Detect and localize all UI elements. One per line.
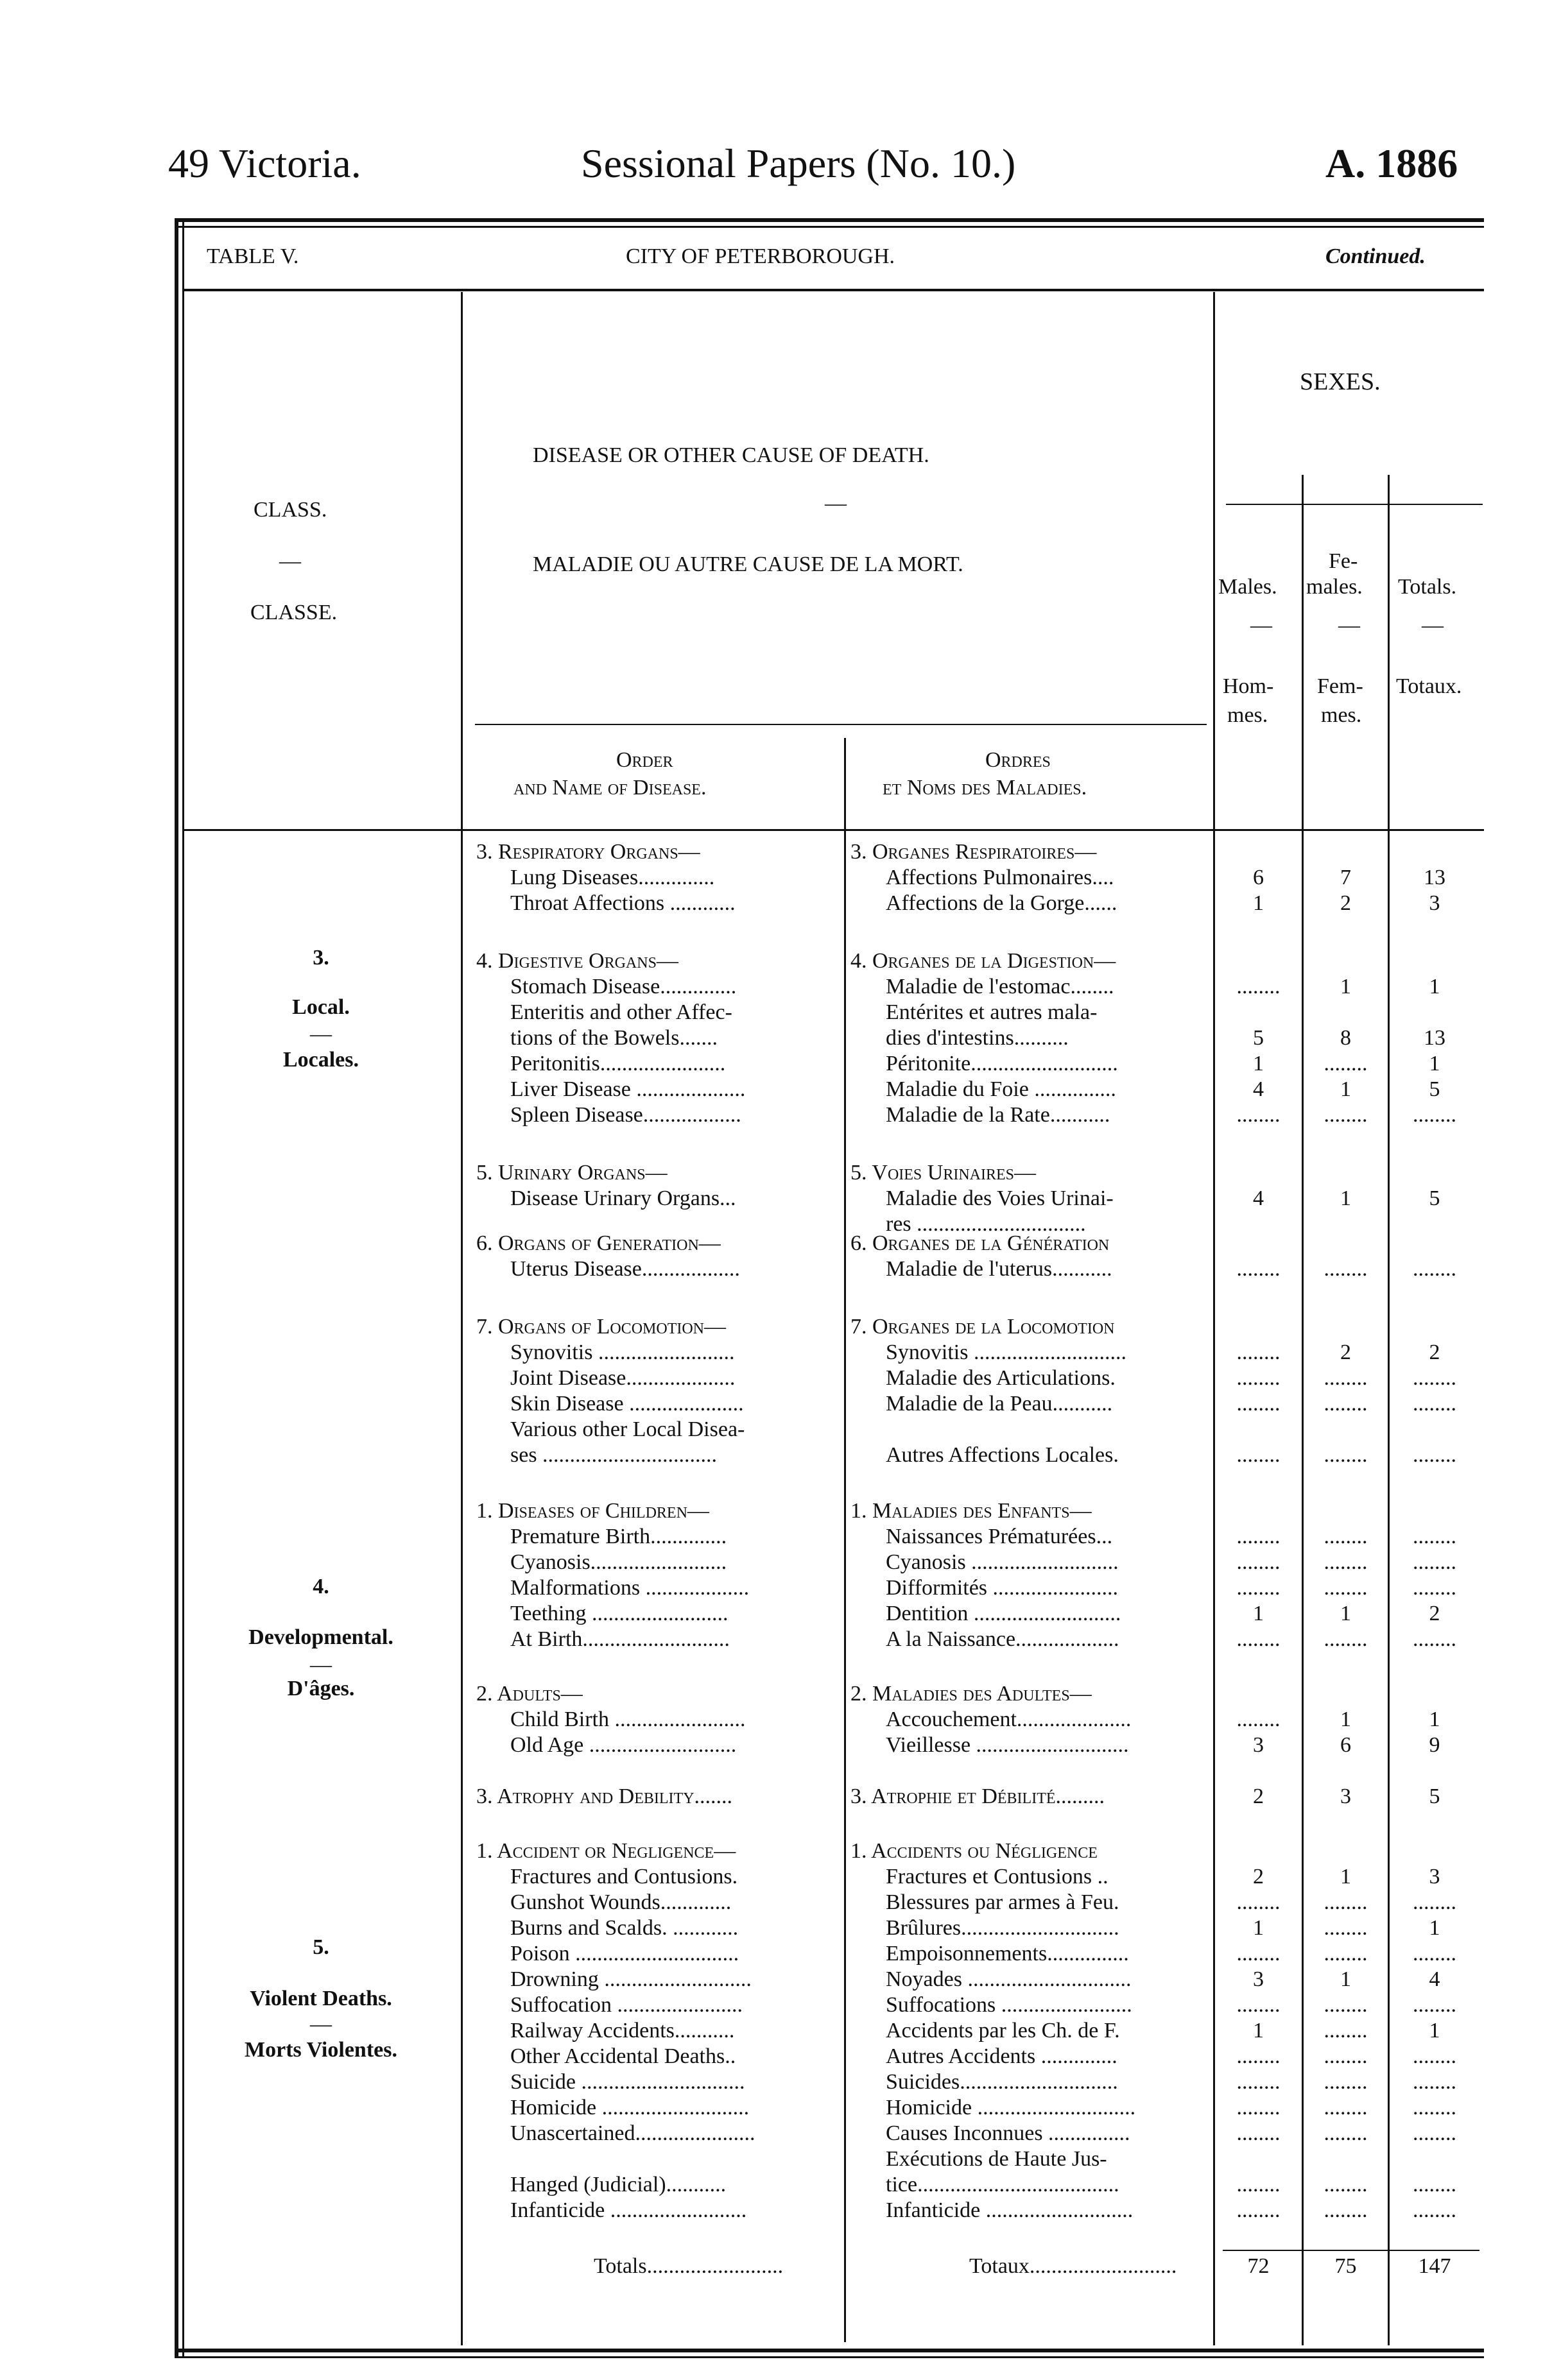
row-males: ........ [1236,1525,1281,1548]
row-cause-en: Drowning ........................... [510,1967,752,1991]
disease-header-en: DISEASE OR OTHER CAUSE OF DEATH. [533,443,929,467]
row-cause-fr: A la Naissance................... [886,1627,1119,1651]
row-females: 1 [1340,1186,1351,1210]
row-total: 1 [1429,1708,1440,1731]
row-total: 3 [1429,891,1440,915]
row-cause-en: 3. Respiratory Organs— [476,840,700,864]
row-cause-en: Joint Disease.................... [510,1366,736,1390]
disease-header-dash: — [825,492,847,515]
row-cause-en: Liver Disease .................... [510,1077,746,1101]
row-total: ........ [1413,1525,1456,1548]
row-cause-en: At Birth........................... [510,1627,730,1651]
class-local-en: Local. [292,995,350,1019]
row-males: 1 [1253,891,1264,915]
totals-fr: Totaux. [1396,674,1462,698]
order-fr-line1: Ordres [985,748,1051,772]
row-cause-en: Gunshot Wounds............. [510,1890,732,1914]
row-cause-en: Stomach Disease.............. [510,975,737,998]
row-males: ........ [1236,1443,1281,1467]
row-females: ........ [1324,2096,1368,2119]
order-en-line1: Order [616,748,673,772]
row-cause-fr: Affections de la Gorge...... [886,891,1117,915]
row-cause-en: Cyanosis......................... [510,1550,727,1574]
class-local-dash: — [310,1022,332,1046]
totals-label-fr: Totaux........................... [969,2254,1177,2278]
males-fr-1: Hom- [1223,674,1274,698]
row-females: ........ [1324,2070,1368,2094]
row-females: ........ [1324,1525,1368,1548]
row-cause-fr: Suffocations ........................ [886,1993,1132,2017]
row-total: ........ [1413,2070,1456,2094]
class-header-fr: CLASSE. [250,601,338,624]
totals-header: Totals. [1398,575,1457,599]
row-cause-fr: 6. Organes de la Génération [850,1231,1110,1255]
row-total: ........ [1413,1103,1456,1127]
row-males: ........ [1236,2096,1281,2119]
totals-females: 75 [1334,2254,1357,2278]
row-cause-en: Old Age ........................... [510,1733,737,1757]
row-cause-fr: Homicide ............................. [886,2096,1136,2119]
row-males: 6 [1253,866,1264,889]
row-cause-en: Other Accidental Deaths.. [510,2044,736,2068]
row-males: ........ [1236,975,1281,998]
row-cause-en: Burns and Scalds. ............ [510,1916,739,1940]
row-males: ........ [1236,1550,1281,1574]
row-total: 5 [1429,1785,1440,1808]
row-cause-en: 1. Accident or Negligence— [476,1839,736,1863]
class-violent-en: Violent Deaths. [250,1987,392,2010]
row-cause-fr: Accouchement..................... [886,1708,1132,1731]
males-fr-2: mes. [1227,703,1268,727]
row-females: 6 [1340,1733,1351,1757]
row-cause-en: Enteritis and other Affec- [510,1000,732,1024]
row-males: 1 [1253,2019,1264,2042]
row-total: ........ [1413,1942,1456,1965]
row-males: 2 [1253,1865,1264,1888]
row-cause-fr: Synovitis ............................ [886,1340,1126,1364]
row-total: 2 [1429,1602,1440,1625]
males-dash: — [1250,613,1272,637]
row-cause-en: Peritonitis....................... [510,1052,726,1075]
table-status: Continued. [1325,244,1426,268]
row-total: ........ [1413,1627,1456,1651]
row-total: ........ [1413,1550,1456,1574]
row-cause-en: Disease Urinary Organs... [510,1186,736,1210]
row-cause-fr: Infanticide ........................... [886,2198,1134,2222]
totals-males: 72 [1247,2254,1270,2278]
row-females: 1 [1340,1967,1351,1991]
row-total: ........ [1413,2044,1456,2068]
row-cause-en: Uterus Disease.................. [510,1257,740,1281]
row-females: 1 [1340,975,1351,998]
row-males: ........ [1236,1993,1281,2017]
row-cause-fr: Maladie du Foie ............... [886,1077,1116,1101]
class-header-dash: — [279,549,301,573]
row-cause-fr: Maladie de l'uterus........... [886,1257,1112,1281]
row-cause-fr: res ............................... [886,1212,1086,1236]
row-cause-en: Suicide .............................. [510,2070,745,2094]
row-males: 3 [1253,1967,1264,1991]
row-cause-fr: 5. Voies Urinaires— [850,1161,1036,1185]
row-cause-fr: Vieillesse ............................ [886,1733,1129,1757]
row-females: 1 [1340,1865,1351,1888]
row-females: 2 [1340,1340,1351,1364]
row-females: 7 [1340,866,1351,889]
row-total: 1 [1429,1052,1440,1075]
row-females: ........ [1324,1392,1368,1416]
row-total: 1 [1429,975,1440,998]
row-females: ........ [1324,1627,1368,1651]
row-cause-fr: 3. Atrophie et Débilité......... [850,1785,1105,1808]
row-cause-fr: Maladie des Articulations. [886,1366,1116,1390]
row-total: 3 [1429,1865,1440,1888]
row-total: 13 [1424,1026,1445,1050]
totals-label-en: Totals......................... [594,2254,784,2278]
class-header-en: CLASS. [254,498,327,522]
row-males: ........ [1236,2044,1281,2068]
row-males: 1 [1253,1602,1264,1625]
row-males: ........ [1236,1627,1281,1651]
row-males: ........ [1236,1576,1281,1600]
row-females: ........ [1324,1550,1368,1574]
row-females: 3 [1340,1785,1351,1808]
header-center: Sessional Papers (No. 10.) [581,141,1016,186]
row-cause-fr: Autres Affections Locales. [886,1443,1119,1467]
row-cause-fr: Blessures par armes à Feu. [886,1890,1119,1914]
row-cause-fr: Difformités ....................... [886,1576,1119,1600]
row-males: ........ [1236,1708,1281,1731]
row-cause-fr: 1. Accidents ou Négligence [850,1839,1098,1863]
row-cause-fr: Accidents par les Ch. de F. [886,2019,1120,2042]
row-cause-en: 1. Diseases of Children— [476,1499,709,1523]
sexes-header: SEXES. [1300,368,1381,395]
row-females: 8 [1340,1026,1351,1050]
row-cause-en: ses ................................ [510,1443,718,1467]
row-total: 13 [1424,866,1445,889]
row-cause-en: Synovitis ......................... [510,1340,735,1364]
row-males: 1 [1253,1916,1264,1940]
row-males: 4 [1253,1077,1264,1101]
row-cause-fr: Brûlures............................. [886,1916,1119,1940]
row-total: 9 [1429,1733,1440,1757]
row-females: ........ [1324,2173,1368,2196]
row-cause-fr: Fractures et Contusions .. [886,1865,1108,1888]
row-cause-en: Fractures and Contusions. [510,1865,738,1888]
row-cause-fr: dies d'intestins.......... [886,1026,1069,1050]
row-females: ........ [1324,1257,1368,1281]
order-fr-line2: et Noms des Maladies. [883,776,1087,800]
row-total: 4 [1429,1967,1440,1991]
disease-header-fr: MALADIE OU AUTRE CAUSE DE LA MORT. [533,552,963,576]
males-header: Males. [1218,575,1277,599]
row-males: ........ [1236,1890,1281,1914]
row-females: 1 [1340,1708,1351,1731]
row-total: ........ [1413,2198,1456,2222]
row-males: 4 [1253,1186,1264,1210]
row-cause-en: Railway Accidents........... [510,2019,735,2042]
row-total: 2 [1429,1340,1440,1364]
row-cause-fr: Suicides............................. [886,2070,1118,2094]
row-cause-fr: Dentition ........................... [886,1602,1121,1625]
row-females: ........ [1324,2121,1368,2145]
row-females: 1 [1340,1602,1351,1625]
row-total: ........ [1413,1890,1456,1914]
females-fr-1: Fem- [1317,674,1363,698]
row-cause-en: Poison .............................. [510,1942,739,1965]
row-total: ........ [1413,2173,1456,2196]
row-cause-en: Malformations ................... [510,1576,750,1600]
order-en-line2: and Name of Disease. [513,776,707,800]
row-cause-fr: 3. Organes Respiratoires— [850,840,1097,864]
row-males: 1 [1253,1052,1264,1075]
row-cause-en: 3. Atrophy and Debility....... [476,1785,733,1808]
class-dev-dash: — [310,1653,332,1677]
females-fr-2: mes. [1321,703,1362,727]
row-cause-fr: Affections Pulmonaires.... [886,866,1114,889]
row-cause-fr: 1. Maladies des Enfants— [850,1499,1092,1523]
row-cause-en: Various other Local Disea- [510,1417,745,1441]
row-cause-fr: Naissances Prématurées... [886,1525,1113,1548]
row-females: ........ [1324,1576,1368,1600]
row-cause-fr: Cyanosis ........................... [886,1550,1119,1574]
row-total: ........ [1413,1366,1456,1390]
row-cause-en: 4. Digestive Organs— [476,949,678,973]
row-cause-fr: Autres Accidents .............. [886,2044,1117,2068]
row-cause-en: 6. Organs of Generation— [476,1231,721,1255]
row-total: ........ [1413,1576,1456,1600]
row-cause-en: Premature Birth.............. [510,1525,727,1548]
row-cause-en: 7. Organs of Locomotion— [476,1315,727,1339]
row-cause-en: Hanged (Judicial)........... [510,2173,727,2196]
row-females: ........ [1324,1052,1368,1075]
row-cause-fr: Exécutions de Haute Jus- [886,2147,1107,2171]
row-females: ........ [1324,1890,1368,1914]
row-total: ........ [1413,1443,1456,1467]
table-label: TABLE V. [207,244,299,268]
totals-total: 147 [1418,2254,1451,2278]
row-males: ........ [1236,2070,1281,2094]
row-males: ........ [1236,1366,1281,1390]
class-local-fr: Locales. [282,1048,359,1072]
row-males: 2 [1253,1785,1264,1808]
row-total: 5 [1429,1186,1440,1210]
females-dash: — [1338,613,1360,637]
row-cause-en: Suffocation ....................... [510,1993,743,2017]
row-males: ........ [1236,2198,1281,2222]
row-total: 5 [1429,1077,1440,1101]
row-females: ........ [1324,2044,1368,2068]
class-dev-num: 4. [313,1575,329,1598]
row-cause-fr: Noyades .............................. [886,1967,1132,1991]
class-violent-fr: Morts Violentes. [245,2038,397,2062]
row-total: 1 [1429,2019,1440,2042]
row-cause-fr: Maladie de la Peau........... [886,1392,1113,1416]
header-left: 49 Victoria. [168,141,361,186]
row-females: ........ [1324,1103,1368,1127]
row-cause-fr: Causes Inconnues ............... [886,2121,1130,2145]
row-cause-en: Child Birth ........................ [510,1708,746,1731]
row-cause-en: 2. Adults— [476,1682,583,1706]
row-total: ........ [1413,2096,1456,2119]
row-cause-fr: Entérites et autres mala- [886,1000,1098,1024]
row-females: ........ [1324,2019,1368,2042]
row-total: ........ [1413,1257,1456,1281]
females-header-1: Fe- [1329,549,1358,573]
row-cause-en: Teething ......................... [510,1602,729,1625]
class-violent-dash: — [310,2012,332,2036]
row-cause-fr: tice..................................... [886,2173,1119,2196]
row-females: ........ [1324,1443,1368,1467]
totals-dash: — [1422,613,1444,637]
females-header-2: males. [1306,575,1363,599]
class-violent-num: 5. [313,1935,329,1959]
row-cause-fr: 2. Maladies des Adultes— [850,1682,1092,1706]
row-cause-en: Homicide ........................... [510,2096,750,2119]
row-males: 3 [1253,1733,1264,1757]
row-cause-en: Infanticide ......................... [510,2198,747,2222]
row-males: ........ [1236,1392,1281,1416]
row-cause-en: Skin Disease ..................... [510,1392,744,1416]
row-cause-fr: 4. Organes de la Digestion— [850,949,1116,973]
class-dev-en: Developmental. [248,1625,393,1649]
row-females: ........ [1324,1916,1368,1940]
row-females: 1 [1340,1077,1351,1101]
class-local-num: 3. [313,946,329,970]
row-females: ........ [1324,1942,1368,1965]
row-total: 1 [1429,1916,1440,1940]
row-total: ........ [1413,1993,1456,2017]
row-males: ........ [1236,1942,1281,1965]
row-cause-en: Spleen Disease.................. [510,1103,741,1127]
row-cause-en: Unascertained...................... [510,2121,755,2145]
row-males: 5 [1253,1026,1264,1050]
header-right: A. 1886 [1325,141,1458,186]
row-females: 2 [1340,891,1351,915]
row-cause-fr: Maladie des Voies Urinai- [886,1186,1114,1210]
row-males: ........ [1236,1257,1281,1281]
row-cause-fr: Péritonite........................... [886,1052,1118,1075]
class-dev-fr: D'âges. [287,1677,355,1700]
row-males: ........ [1236,2173,1281,2196]
row-cause-en: 5. Urinary Organs— [476,1161,668,1185]
row-females: ........ [1324,2198,1368,2222]
row-cause-fr: Empoisonnements............... [886,1942,1129,1965]
row-cause-en: Throat Affections ............ [510,891,736,915]
row-cause-fr: 7. Organes de la Locomotion [850,1315,1115,1339]
row-total: ........ [1413,1392,1456,1416]
row-males: ........ [1236,2121,1281,2145]
row-females: ........ [1324,1993,1368,2017]
row-males: ........ [1236,1103,1281,1127]
row-cause-fr: Maladie de la Rate........... [886,1103,1110,1127]
row-females: ........ [1324,1366,1368,1390]
row-total: ........ [1413,2121,1456,2145]
row-cause-en: tions of the Bowels....... [510,1026,718,1050]
table-city: CITY OF PETERBOROUGH. [626,244,895,268]
row-cause-en: Lung Diseases.............. [510,866,715,889]
row-cause-fr: Maladie de l'estomac........ [886,975,1114,998]
row-males: ........ [1236,1340,1281,1364]
